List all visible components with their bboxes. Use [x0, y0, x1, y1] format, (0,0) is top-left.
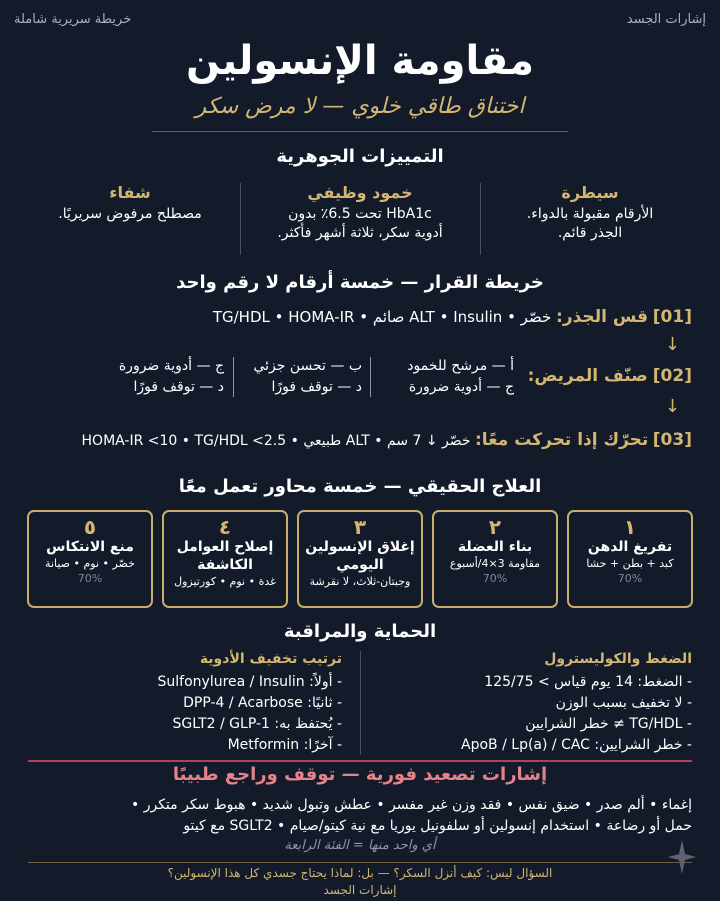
card-subtitle: مقاومة 3×4/أسبوع [449, 557, 541, 570]
card-title: إغلاق الإنسولين [305, 539, 415, 555]
step-number: [01] [652, 307, 692, 327]
distinction-heading: شفاء [109, 183, 151, 202]
card-number: ٥ [83, 515, 97, 539]
closing-question: السؤال ليس: كيف أنزل السكر؟ — بل: لماذا يحتاج جسدي كل هذا الإنسولين؟ [167, 866, 553, 880]
distinction-text: أدوية سكر، ثلاثة أشهر فأكثر. [277, 225, 443, 241]
arrow-down-icon: ↓ [664, 396, 680, 417]
card-title-line2: اليومي [336, 557, 384, 573]
list-item: - TG/HDL ≠ خطر الشرايين [525, 716, 692, 732]
arrow-down-icon: ↓ [664, 334, 680, 355]
card-title-line2: الكاشفة [197, 557, 253, 573]
card-number: ٤ [218, 515, 232, 539]
title-divider [152, 131, 568, 132]
distinction-text: الجذر قائم. [557, 225, 623, 241]
footer-brand: إشارات الجسد [323, 883, 397, 897]
map-type-label: خريطة سريرية شاملة [14, 12, 132, 27]
card-title: تفريغ الدهن [587, 539, 673, 555]
step-label: قس الجذر: [556, 307, 648, 327]
card-percent: 70% [482, 572, 508, 585]
step-label: تحرّك إذا تحركت معًا: [474, 430, 649, 450]
distinction-remission [240, 183, 480, 243]
group-divider [370, 357, 371, 397]
step-text: خصّر • ALT • Insulin صائم • TG/HDL • HOMA-IR [212, 308, 552, 326]
treatment-card [567, 510, 693, 608]
decision-title: خريطة القرار — خمسة أرقام لا رقم واحد [176, 272, 544, 293]
card-number: ٢ [488, 515, 502, 539]
decision-step-1 [213, 307, 692, 327]
distinctions-title: التمييزات الجوهرية [276, 146, 444, 167]
warning-note: أي واحد منها = الفئة الرابعة [284, 838, 436, 853]
step-number: [02] [652, 366, 692, 386]
card-subtitle: غدة • نوم • كورتيزول [174, 575, 276, 588]
treatment-card [162, 510, 288, 608]
card-subtitle: وجبتان-ثلاث، لا نقرشة [309, 575, 411, 588]
card-title: منع الانتكاس [46, 539, 134, 555]
list-item: - خطر الشرايين: ApoB / Lp(a) / CAC [461, 737, 692, 753]
warning-line: إغماء • ألم صدر • ضيق نفس • فقد وزن غير مفسر • عطش وتبول شديد • هبوط سكر متكرر • [131, 797, 692, 813]
column-divider [480, 183, 481, 255]
distinction-text: الأرقام مقبولة بالدواء. [526, 206, 654, 222]
distinction-text: HbA1c تحت 6.5٪ بدون [288, 206, 432, 222]
treatment-card [27, 510, 153, 608]
sparkle-icon [668, 840, 696, 874]
page-title: مقاومة الإنسولين [185, 38, 535, 84]
card-percent: 70% [617, 572, 643, 585]
bp-heading: الضغط والكوليسترول [544, 651, 692, 667]
bp-list [461, 672, 692, 756]
monitoring-title: الحماية والمراقبة [283, 621, 437, 642]
class-option: ج — أدوية ضرورة [408, 379, 514, 395]
decision-step-2 [528, 366, 692, 386]
class-option: د — توقف فورًا [271, 379, 362, 395]
distinction-heading: سيطرة [561, 183, 619, 202]
classification-group [407, 356, 514, 398]
list-item: - يُحتفظ به: SGLT2 / GLP-1 [172, 716, 342, 732]
brand-label: إشارات الجسد [626, 12, 706, 27]
list-item: - أولاً: Sulfonylurea / Insulin [157, 674, 342, 690]
page-subtitle: اختناق طاقي خلوي — لا مرض سكر [195, 94, 525, 119]
classification-group [253, 356, 362, 398]
step-number: [03] [652, 430, 692, 450]
list-item: - آخرًا: Metformin [227, 737, 342, 753]
class-option: د — توقف فورًا [133, 379, 224, 395]
step-label: صنّف المريض: [527, 366, 648, 386]
treatment-card [297, 510, 423, 608]
treatment-title: العلاج الحقيقي — خمسة محاور تعمل معًا [178, 476, 542, 497]
step-text: خصّر ↓ 7 سم • ALT طبيعي • HOMA-IR <10 • TG/HDL <2.5 [81, 433, 471, 449]
list-item: - الضغط: 14 يوم قياس > 125/75 [484, 674, 692, 690]
meds-list [158, 672, 342, 756]
treatment-card [432, 510, 558, 608]
distinction-cure [10, 183, 250, 224]
warning-line: حمل أو رضاعة • استخدام إنسولين أو سلفونيل يوريا مع نية كيتو/صيام • SGLT2 مع كيتو [183, 818, 692, 834]
distinction-control [470, 183, 710, 243]
card-title: إصلاح العوامل [176, 539, 274, 555]
list-item: - لا تخفيف بسبب الوزن [555, 695, 692, 711]
card-number: ١ [623, 515, 637, 539]
class-option: ج — أدوية ضرورة [118, 358, 224, 374]
column-divider [360, 651, 361, 755]
card-title: بناء العضلة [457, 539, 533, 555]
warning-title: إشارات تصعيد فورية — توقف وراجع طبيبًا [172, 764, 548, 785]
group-divider [233, 357, 234, 397]
card-subtitle: كبد + بطن + حشا [586, 557, 674, 570]
distinction-heading: خمود وظيفي [307, 183, 413, 202]
decision-step-3 [82, 430, 692, 450]
card-percent: 70% [77, 572, 103, 585]
list-item: - ثانيًا: DPP-4 / Acarbose [183, 695, 342, 711]
distinction-text: مصطلح مرفوض سريريًا. [58, 206, 202, 222]
class-option: أ — مرشح للخمود [407, 358, 514, 374]
classification-group [119, 356, 224, 398]
card-subtitle: خصّر • نوم • صيانة [45, 557, 135, 570]
footer-divider [28, 862, 692, 863]
card-number: ٣ [353, 515, 367, 539]
class-option: ب — تحسن جزئي [253, 358, 362, 374]
meds-heading: ترتيب تخفيف الأدوية [199, 651, 342, 667]
